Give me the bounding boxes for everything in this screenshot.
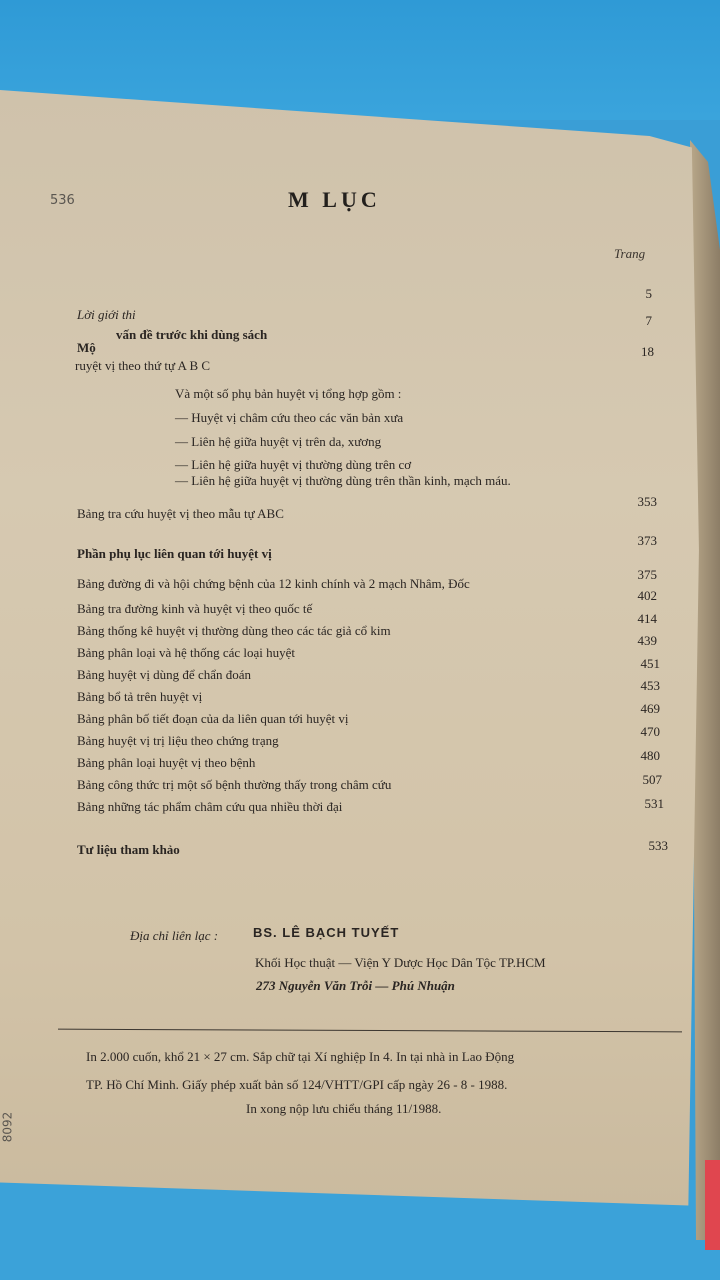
toc-page: 451 [640, 656, 660, 671]
toc-page: 469 [640, 701, 660, 716]
toc-page: 373 [637, 533, 657, 548]
toc-page: 18 [641, 344, 654, 359]
red-cover-edge [705, 1160, 720, 1250]
toc-entry: — Liên hệ giữa huyệt vị thường dùng trên cơ [175, 457, 412, 472]
page-column-label: Trang [614, 246, 646, 261]
toc-entry: Lời giới thi [77, 307, 136, 322]
toc-page: 453 [640, 678, 660, 693]
toc-entry: Bảng huyệt vị trị liệu theo chứng trạng [77, 733, 279, 748]
colophon-line: In xong nộp lưu chiểu tháng 11/1988. [246, 1101, 442, 1116]
toc-entry: Bảng phân bố tiết đoạn của da liên quan tới huyệt vị [77, 711, 349, 726]
colophon-line: In 2.000 cuốn, khổ 21 × 27 cm. Sắp chữ tại Xí nghiệp In 4. In tại nhà in Lao Động [86, 1049, 515, 1064]
toc-entry: — Liên hệ giữa huyệt vị thường dùng trên thần kinh, mạch máu. [175, 473, 511, 488]
toc-section-heading: Tư liệu tham khảo [77, 842, 180, 857]
contact-address: 273 Nguyễn Văn Trỗi — Phú Nhuận [256, 978, 455, 993]
toc-page: 531 [644, 796, 664, 811]
contact-organization: Khối Học thuật — Viện Y Dược Học Dân Tộc TP.HCM [255, 955, 546, 970]
toc-page: 507 [642, 772, 662, 787]
page-title: M LỤC [288, 187, 381, 212]
toc-page: 7 [645, 313, 652, 328]
pencil-page-note: 536 [50, 193, 75, 208]
toc-page: 533 [648, 838, 668, 853]
toc-page: 470 [640, 724, 660, 739]
toc-entry: Mộ [77, 340, 96, 355]
toc-entry: Bảng phân loại và hệ thống các loại huyệt [77, 645, 296, 660]
toc-page: 402 [637, 588, 657, 603]
toc-entry: Bảng phân loại huyệt vị theo bệnh [77, 755, 256, 770]
toc-entry: Bảng tra cứu huyệt vị theo mẫu tự ABC [77, 506, 284, 521]
toc-entry: Bảng đường đi và hội chứng bệnh của 12 kinh chính và 2 mạch Nhâm, Đốc [77, 576, 470, 591]
toc-page: 414 [637, 611, 657, 626]
toc-entry: Bảng bổ tả trên huyệt vị [77, 689, 203, 704]
contact-label: Địa chỉ liên lạc : [130, 928, 219, 943]
toc-entry: Và một số phụ bản huyệt vị tổng hợp gồm : [175, 386, 402, 401]
toc-page: 480 [640, 748, 660, 763]
toc-entry: vấn đề trước khi dùng sách [116, 327, 268, 342]
colophon-line: TP. Hồ Chí Minh. Giấy phép xuất bản số 124/VHTT/GPI cấp ngày 26 - 8 - 1988. [86, 1077, 508, 1092]
toc-entry: Bảng tra đường kinh và huyệt vị theo quốc tế [77, 601, 313, 616]
toc-page: 353 [637, 494, 657, 509]
toc-section-heading: Phần phụ lục liên quan tới huyệt vị [77, 546, 272, 561]
toc-page: 375 [637, 567, 657, 582]
toc-entry: — Liên hệ giữa huyệt vị trên da, xương [175, 434, 382, 449]
contact-name: BS. LÊ BẠCH TUYẾT [253, 925, 400, 940]
book-page [0, 90, 706, 1240]
toc-entry: Bảng công thức trị một số bệnh thường thấy trong châm cứu [77, 777, 392, 792]
toc-entry: ruyệt vị theo thứ tự A B C [75, 358, 211, 373]
toc-page: 439 [637, 633, 657, 648]
toc-entry: Bảng thống kê huyệt vị thường dùng theo các tác giả cổ kim [77, 623, 391, 638]
toc-page: 5 [645, 286, 652, 301]
toc-entry: — Huyệt vị châm cứu theo các văn bản xưa [175, 410, 404, 425]
toc-entry: Bảng huyệt vị dùng để chẩn đoán [77, 667, 252, 682]
pencil-side-note: 8092 [0, 1111, 15, 1143]
toc-entry: Bảng những tác phẩm châm cứu qua nhiều thời đại [77, 799, 343, 814]
